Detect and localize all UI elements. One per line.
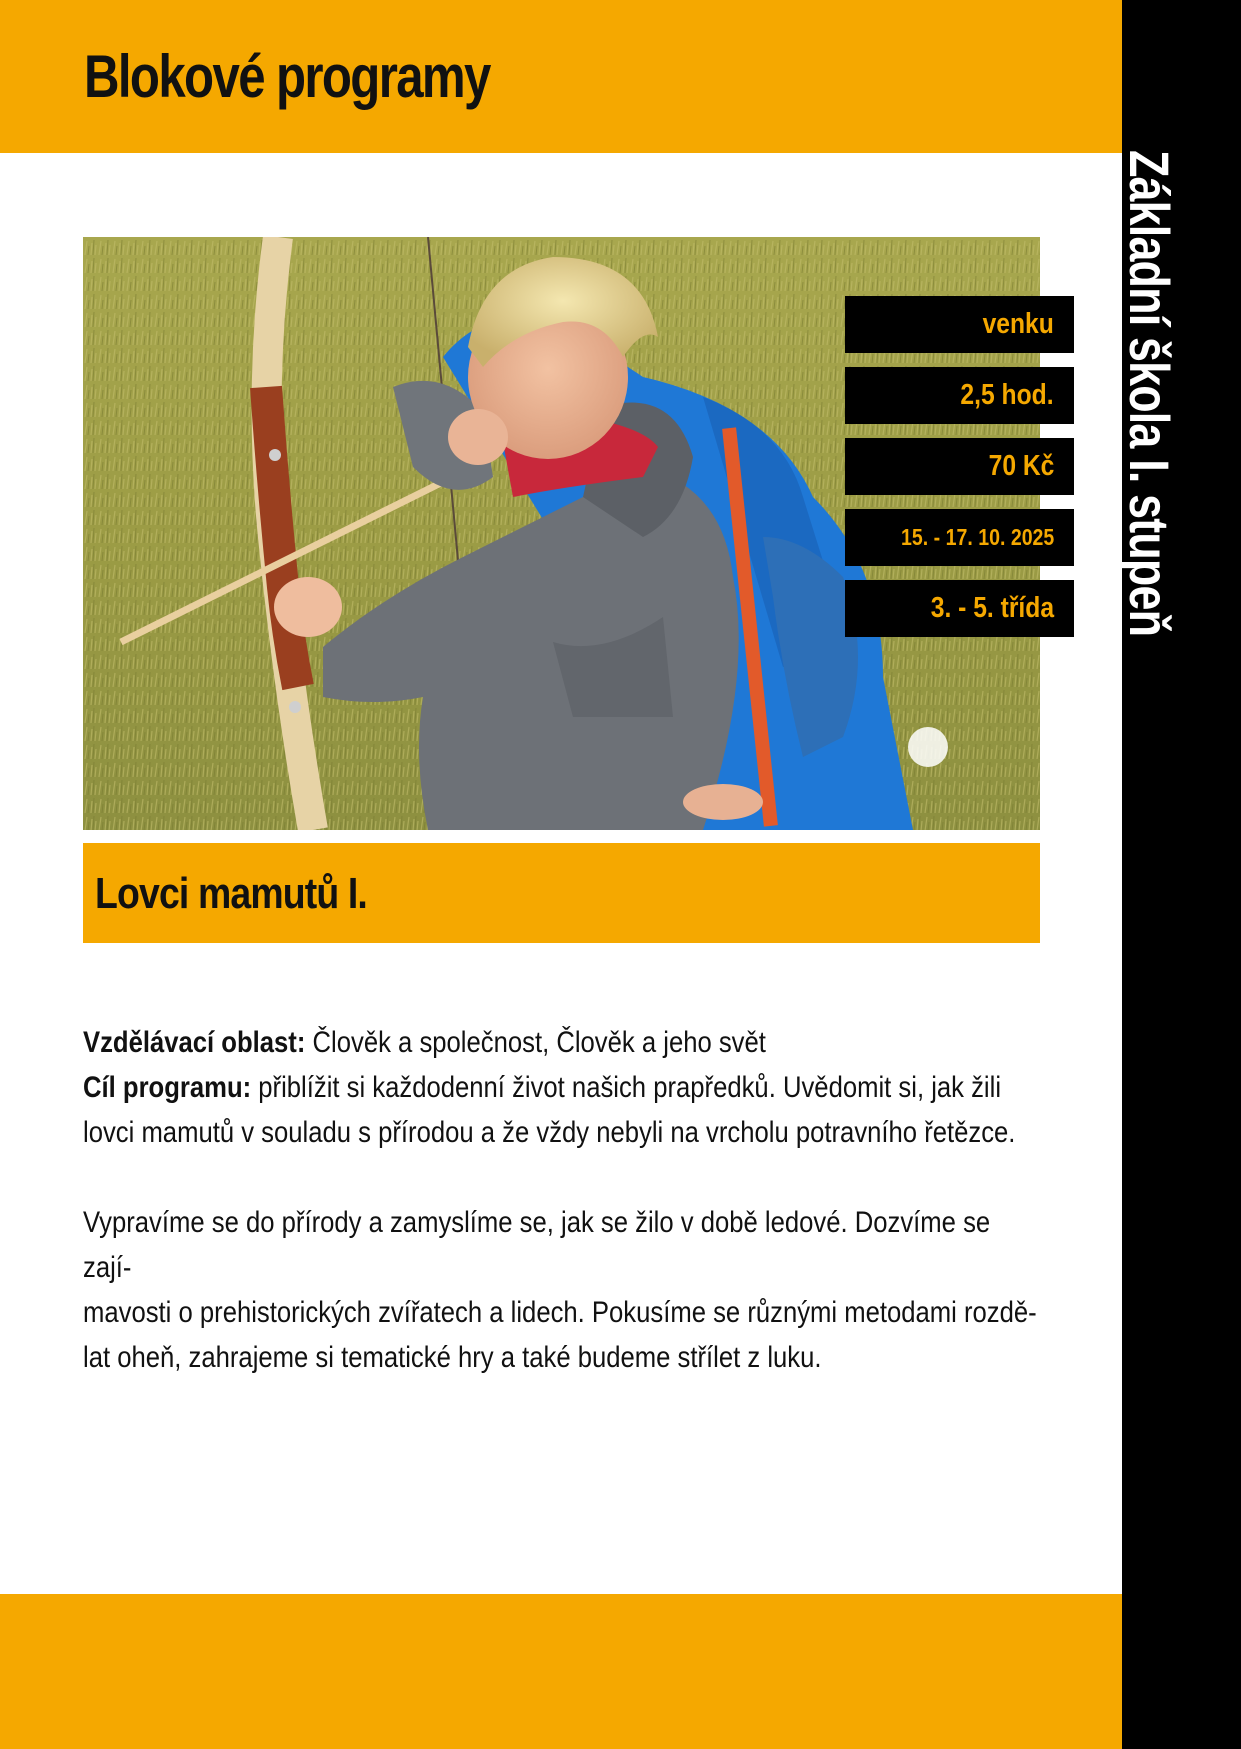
program-goal [83,1065,1041,1110]
program-goal-continued: lovci mamutů v souladu s přírodou a že vždy nebyli na vrcholu potravního řetězce. [83,1116,1016,1149]
page-title: Blokové programy [84,43,490,110]
program-goal-line: přiblížit si každodenní život našich prapředků. Uvědomit si, jak žili [251,1071,1002,1104]
program-title-band [83,843,1040,943]
education-area-value: Člověk a společnost, Člověk a jeho svět [305,1026,766,1059]
program-description [83,1020,1041,1380]
footer-band [0,1594,1122,1749]
description-line: Vypravíme se do přírody a zamyslíme se, jak se žilo v době ledové. Dozvíme se zají- [83,1206,991,1284]
tag-location: venku [845,296,1074,353]
program-goal-label: Cíl programu: [83,1071,252,1104]
tag-grade: 3. - 5. třída [845,580,1074,637]
program-tags [845,296,1074,651]
tag-price: 70 Kč [845,438,1074,495]
education-area [83,1020,1041,1065]
tag-dates: 15. - 17. 10. 2025 [845,509,1074,566]
program-title: Lovci mamutů I. [95,869,367,918]
side-title: Základní škola I. stupeň [1118,150,1181,637]
description-line: lat oheň, zahrajeme si tematické hry a také budeme střílet z luku. [83,1341,822,1374]
side-bar [1118,0,1241,1749]
tag-duration: 2,5 hod. [845,367,1074,424]
header-band [0,0,1122,153]
description-line: mavosti o prehistorických zvířatech a lidech. Pokusíme se různými metodami rozdě- [83,1296,1037,1329]
paragraph-gap [83,1155,1041,1200]
education-area-label: Vzdělávací oblast: [83,1026,306,1059]
